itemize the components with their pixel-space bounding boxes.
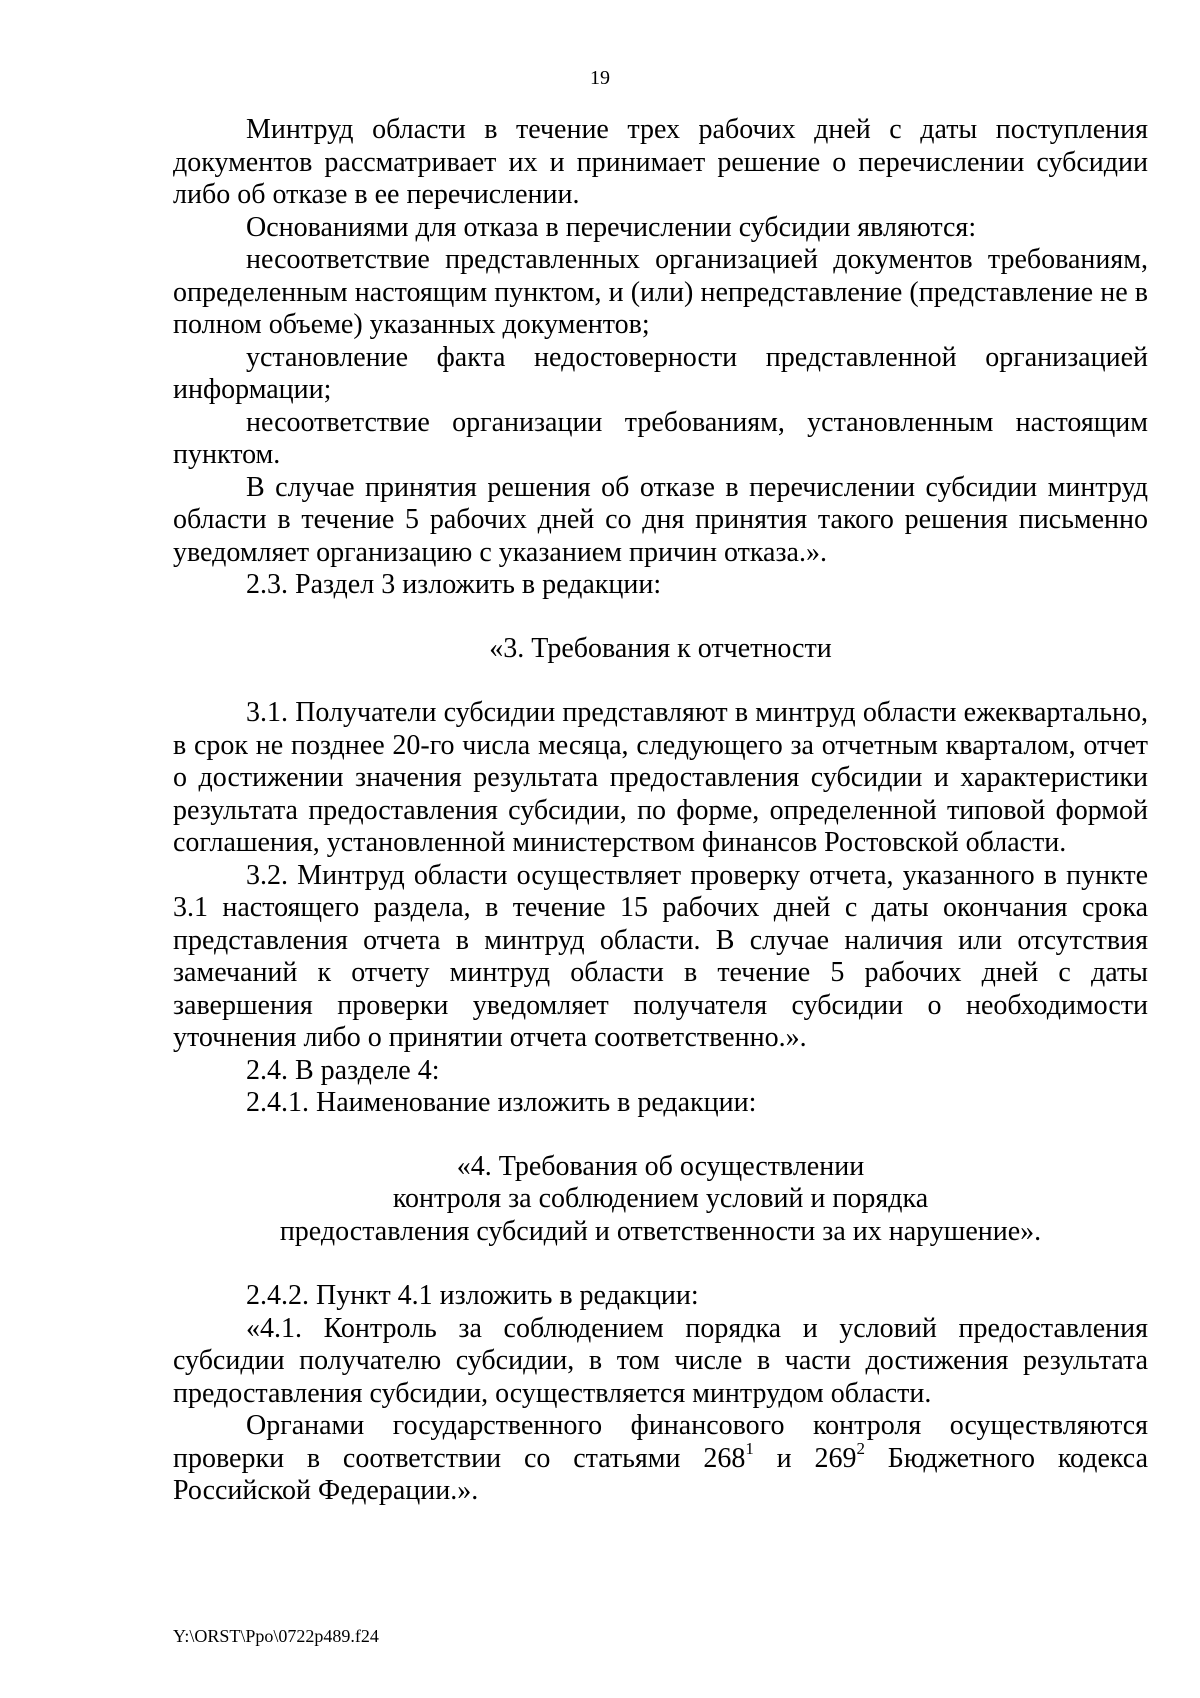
document-body (173, 114, 1148, 1508)
paragraph-2-4: 2.4. В разделе 4: (246, 1054, 440, 1086)
paragraph-2-4-1: 2.4.1. Наименование изложить в редакции: (246, 1087, 757, 1118)
paragraph-3-1: 3.1. Получатели субсидии представляют в минтруд области ежеквартально, в срок не позднее 20-го числа месяца, следующего за отчетным кварталом, отчет о достижении значения результата предоставления субсидии и характеристики результата предоставления субсидии, по форме, определенной типовой формой соглашения, установленной министерством финансов Ростовской области. (173, 697, 1148, 858)
paragraph-refusal-grounds: Основаниями для отказа в перечислении субсидии являются: (246, 211, 977, 243)
paragraph-financial-control (173, 1410, 1148, 1508)
paragraph-ground-documents: несоответствие представленных организацией документов требованиям, определенным настоящим пунктом, и (или) непредставление (представление не в полном объеме) указанных документов; (173, 244, 1148, 340)
paragraph-4-1: «4.1. Контроль за соблюдением порядка и условий предоставления субсидии получателю субсидии, в том числе в части достижения результата предоставления субсидии, осуществляется минтрудом области. (173, 1312, 1148, 1409)
file-path-footer: Y:\ORST\Ppo\0722p489.f24 (173, 1626, 379, 1646)
financial-control-text-2: и 269 (753, 1442, 857, 1474)
paragraph-3-2: 3.2. Минтруд области осуществляет проверку отчета, указанного в пункте 3.1 настоящего раздела, в течение 15 рабочих дней с даты окончания срока представления отчета в минтруд области. В случае наличия или отсутствия замечаний к отчету минтруд области в течение 5 рабочих дней с даты завершения проверки уведомляет получателя субсидии о необходимости уточнения либо о принятии отчета соответственно.». (173, 859, 1148, 1053)
spacer (173, 602, 1148, 633)
heading-section-4-line-3: предоставления субсидий и ответственности за их нарушение». (279, 1215, 1042, 1247)
spacer (173, 1248, 1148, 1280)
paragraph-minister-decision: Минтруд области в течение трех рабочих дней с даты поступления документов рассматривает их и принимает решение о перечислении субсидии либо об отказе в ее перечислении. (173, 114, 1148, 210)
page-number: 19 (590, 67, 610, 89)
superscript-article-268: 1 (745, 1439, 754, 1459)
paragraph-2-4-2: 2.4.2. Пункт 4.1 изложить в редакции: (246, 1280, 699, 1311)
spacer (173, 665, 1148, 697)
heading-section-4 (173, 1151, 1148, 1249)
paragraph-2-3: 2.3. Раздел 3 изложить в редакции: (246, 569, 662, 600)
paragraph-ground-false-info: установление факта недостоверности представленной организацией информации; (173, 341, 1148, 405)
heading-section-4-line-2: контроля за соблюдением условий и порядка (392, 1183, 929, 1214)
heading-section-3: «3. Требования к отчетности (489, 632, 832, 664)
superscript-article-269: 2 (856, 1439, 865, 1459)
spacer (173, 1120, 1148, 1151)
paragraph-refusal-notice: В случае принятия решения об отказе в перечислении субсидии минтруд области в течение 5 рабочих дней со дня принятия такого решения письменно уведомляет организацию с указанием причин отказа.». (173, 471, 1148, 568)
financial-control-text-3: Бюджетного кодекса Российской Федерации.». (173, 1442, 1148, 1506)
paragraph-ground-requirements: несоответствие организации требованиям, установленным настоящим пунктом. (173, 406, 1148, 470)
heading-section-4-line-1: «4. Требования об осуществлении (456, 1150, 865, 1182)
financial-control-text-1: Органами государственного финансового контроля осуществляются проверки в соответствии со статьями 268 (173, 1410, 1148, 1474)
